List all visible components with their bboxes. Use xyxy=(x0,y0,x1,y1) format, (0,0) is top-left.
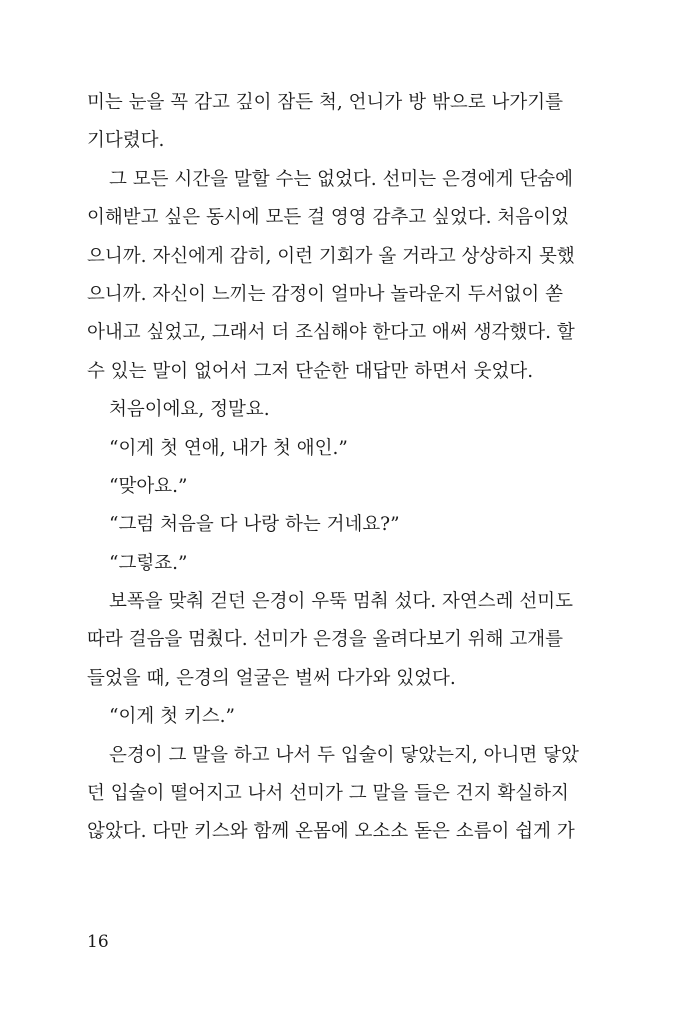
text-line: 들었을 때, 은경의 얼굴은 벌써 다가와 있었다. xyxy=(87,667,456,689)
text-line: 으니까. 자신이 느끼는 감정이 얼마나 놀라운지 두서없이 쏟 xyxy=(87,283,563,305)
text-line: “이게 첫 연애, 내가 첫 애인.” xyxy=(109,437,348,459)
text-line: 아내고 싶었고, 그래서 더 조심해야 한다고 애써 생각했다. 할 xyxy=(87,322,575,344)
text-line: 기다렸다. xyxy=(87,130,165,152)
text-line: 으니까. 자신에게 감히, 이런 기회가 올 거라고 상상하지 못했 xyxy=(87,245,575,267)
text-line: 은경이 그 말을 하고 나서 두 입술이 닿았는지, 아니면 닿았 xyxy=(109,744,579,766)
body-text xyxy=(87,88,579,856)
page-number: 16 xyxy=(87,932,109,952)
text-line: 않았다. 다만 키스와 함께 온몸에 오소소 돋은 소름이 쉽게 가 xyxy=(87,821,575,843)
text-line: “그럼 처음을 다 나랑 하는 거네요?” xyxy=(109,514,400,536)
text-line: “맞아요.” xyxy=(109,475,188,497)
text-line: 그 모든 시간을 말할 수는 없었다. 선미는 은경에게 단숨에 xyxy=(109,168,573,190)
text-line: 수 있는 말이 없어서 그저 단순한 대답만 하면서 웃었다. xyxy=(87,360,534,382)
text-line: 던 입술이 떨어지고 나서 선미가 그 말을 들은 건지 확실하지 xyxy=(87,783,569,805)
text-line: 따라 걸음을 멈췄다. 선미가 은경을 올려다보기 위해 고개를 xyxy=(87,629,563,651)
text-line: “이게 첫 키스.” xyxy=(109,706,235,728)
text-line: 이해받고 싶은 동시에 모든 걸 영영 감추고 싶었다. 처음이었 xyxy=(87,207,569,229)
text-line: “그렇죠.” xyxy=(109,552,188,574)
text-line: 미는 눈을 꼭 감고 깊이 잠든 척, 언니가 방 밖으로 나가기를 xyxy=(87,92,563,113)
text-line: 처음이에요, 정말요. xyxy=(109,399,270,421)
text-line: 보폭을 맞춰 걷던 은경이 우뚝 멈춰 섰다. 자연스레 선미도 xyxy=(109,591,573,613)
